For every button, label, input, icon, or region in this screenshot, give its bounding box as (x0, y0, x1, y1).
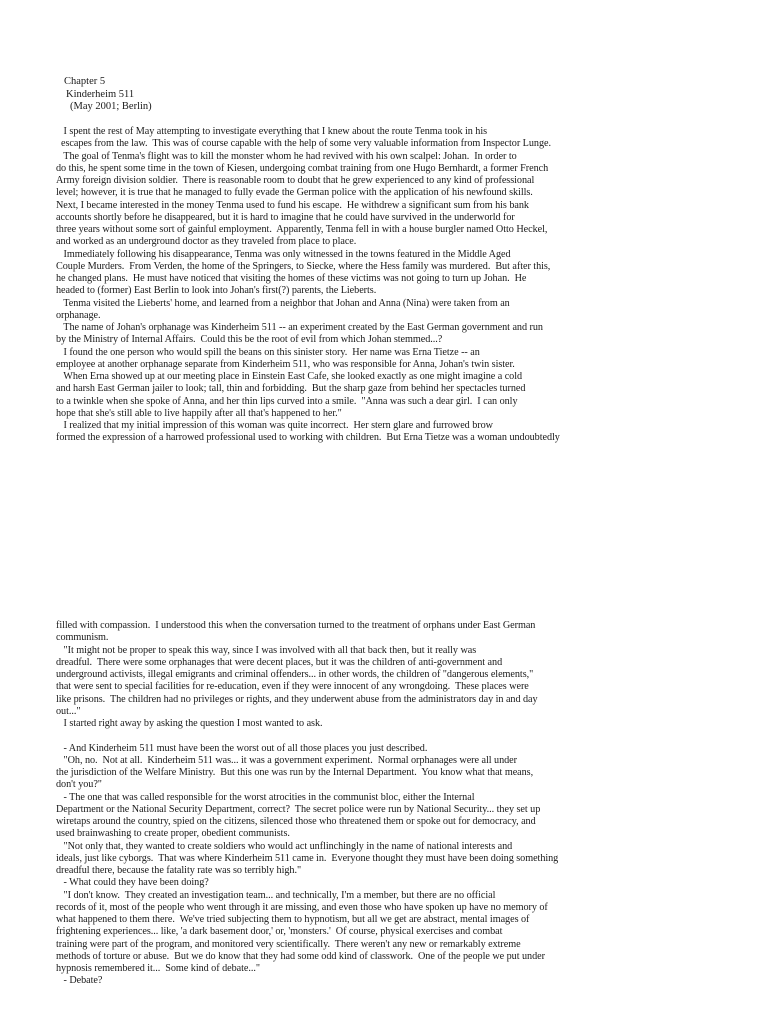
text-line: and worked as an underground doctor as they traveled from place to place. (56, 236, 357, 248)
chapter-title: Kinderheim 511 (66, 88, 135, 100)
text-line: level; however, it is true that he managed to fully evade the German police with the application of his newfound skills. (56, 187, 533, 199)
text-line: he changed plans. He must have noticed that visiting the homes of these victims was not going to turn up Johan. He (56, 273, 527, 284)
text-line: ideals, just like cyborgs. That was where Kinderheim 511 came in. Everyone thought they must have been doing something (56, 852, 559, 864)
text-line: Tenma visited the Lieberts' home, and learned from a neighbor that Johan and Anna (Nina) were taken from an (56, 297, 510, 309)
text-line: underground activists, illegal emigrants and criminal offenders... in other words, the children of "dangerous elements," (56, 669, 534, 680)
text-line: "Not only that, they wanted to create soldiers who would act unflinchingly in the name of national interests and (56, 840, 513, 852)
text-line: Department or the National Security Department, correct? The secret police were run by National Security... they set up (56, 803, 541, 815)
text-line: formed the expression of a harrowed professional used to working with children. But Erna Tietze was a woman undoubtedly (56, 432, 560, 444)
chapter-heading (56, 76, 152, 114)
chapter-number: Chapter 5 (64, 76, 106, 87)
text-line: accounts shortly before he disappeared, but it is hard to imagine that he could have survived in the underworld for (56, 211, 515, 223)
text-line: hypnosis remembered it... Some kind of debate..." (56, 963, 260, 974)
text-line: filled with compassion. I understood this when the conversation turned to the treatment of orphans under East German (56, 620, 536, 631)
text-line: three years without some sort of gainful employment. Apparently, Tenma fell in with a house burgler named Otto Heckel, (56, 224, 548, 235)
text-line: I spent the rest of May attempting to investigate everything that I knew about the route Tenma took in his (56, 126, 488, 137)
text-line: I found the one person who would spill the beans on this sinister story. Her name was Erna Tietze -- an (56, 346, 480, 358)
text-line: dreadful. There were some orphanages that were decent places, but it was the children of anti-government and (56, 656, 503, 668)
text-line: that were sent to special facilities for re-education, even if they were innocent of any wrongdoing. These places were (56, 681, 529, 693)
text-line: to a twinkle when she spoke of Anna, and her thin lips curved into a smile. "Anna was such a dear girl. I can only (56, 395, 518, 407)
text-line: dreadful there, because the fatality rate was so terribly high." (56, 865, 302, 876)
text-line: by the Ministry of Internal Affairs. Could this be the root of evil from which Johan stemmed...? (56, 334, 443, 346)
text-line: - What could they have been doing? (56, 877, 209, 889)
text-line: communism. (56, 632, 109, 644)
text-line: methods of torture or abuse. But we do know that they had some odd kind of classwork. One of the people we put under (56, 950, 545, 962)
text-line: - The one that was called responsible for the worst atrocities in the communist bloc, either the Internal (56, 791, 475, 803)
text-line: "I don't know. They created an investigation team... and technically, I'm a member, but there are no official (56, 889, 496, 901)
text-line: - And Kinderheim 511 must have been the worst out of all those places you just described. (56, 742, 428, 754)
text-line: I started right away by asking the question I most wanted to ask. (56, 718, 323, 729)
text-line: Next, I became interested in the money Tenma used to fund his escape. He withdrew a significant sum from his bank (56, 199, 529, 211)
text-line: Army foreign division soldier. There is reasonable room to doubt that he grew experienced to any kind of professional (56, 175, 535, 186)
text-line: used brainwashing to create proper, obedient communists. (56, 828, 290, 840)
text-line: "Oh, no. Not at all. Kinderheim 511 was... it was a government experiment. Normal orphanages were all under (56, 754, 517, 766)
text-line: out..." (56, 705, 81, 717)
text-line: headed to (former) East Berlin to look into Johan's first(?) parents, the Lieberts. (56, 285, 377, 297)
text-line: do this, he spent some time in the town of Kiesen, undergoing combat training from one Hugo Bernhardt, a former French (56, 162, 549, 174)
text-line: wiretaps around the country, spied on the citizens, silenced those who threatened them or spoke out for democracy, and (56, 816, 536, 827)
text-line: and harsh East German jailer to look; tall, thin and forbidding. But the sharp gaze from behind her spectacles turned (56, 383, 526, 395)
text-line: records of it, most of the people who went through it are missing, and even those who have spoken up have no memory of (56, 901, 548, 913)
text-line: like prisons. The children had no privileges or rights, and they underwent abuse from the administrators day in and day (56, 693, 538, 705)
text-line: orphanage. (56, 309, 101, 321)
text-line: employee at another orphanage separate from Kinderheim 511, who was responsible for Anna, Johan's twin sister. (56, 358, 515, 370)
text-line: "It might not be proper to speak this way, since I was involved with all that back then, but it really was (56, 644, 477, 656)
text-line: don't you?" (56, 779, 102, 791)
text-line: - Debate? (56, 975, 103, 987)
text-line: escapes from the law. This was of course capable with the help of some very valuable information from Inspector Lunge. (56, 138, 551, 150)
text-line: I realized that my initial impression of this woman was quite incorrect. Her stern glare and furrowed brow (56, 420, 493, 431)
text-line: what happened to them there. We've tried subjecting them to hypnotism, but all we get are abstract, mental images of (56, 914, 530, 925)
text-block-top (56, 126, 560, 445)
text-line: When Erna showed up at our meeting place in Einstein East Cafe, she looked exactly as one might imagine a cold (56, 371, 523, 382)
text-line (56, 730, 558, 742)
chapter-dateline: (May 2001; Berlin) (70, 101, 152, 112)
text-line: frightening experiences... like, 'a dark basement door,' or, 'monsters.' Of course, physical exercises and combat (56, 926, 503, 938)
text-line: Immediately following his disappearance, Tenma was only witnessed in the towns featured in the Middle Aged (56, 248, 511, 260)
text-line: The goal of Tenma's flight was to kill the monster whom he had revived with his own scalpel: Johan. In order to (56, 150, 517, 162)
text-line: hope that she's still able to live happily after all that's happened to her." (56, 407, 342, 419)
text-line: the jurisdiction of the Welfare Ministry. But this one was run by the Internal Department. You know what that means, (56, 767, 534, 778)
text-block-bottom (56, 620, 558, 988)
text-line: Couple Murders. From Verden, the home of the Springers, to Siecke, where the Hess family was murdered. But after this, (56, 260, 551, 272)
text-line: training were part of the program, and monitored very scientifically. There weren't any new or remarkably extreme (56, 938, 521, 950)
text-line: The name of Johan's orphanage was Kinderheim 511 -- an experiment created by the East German government and run (56, 322, 543, 333)
